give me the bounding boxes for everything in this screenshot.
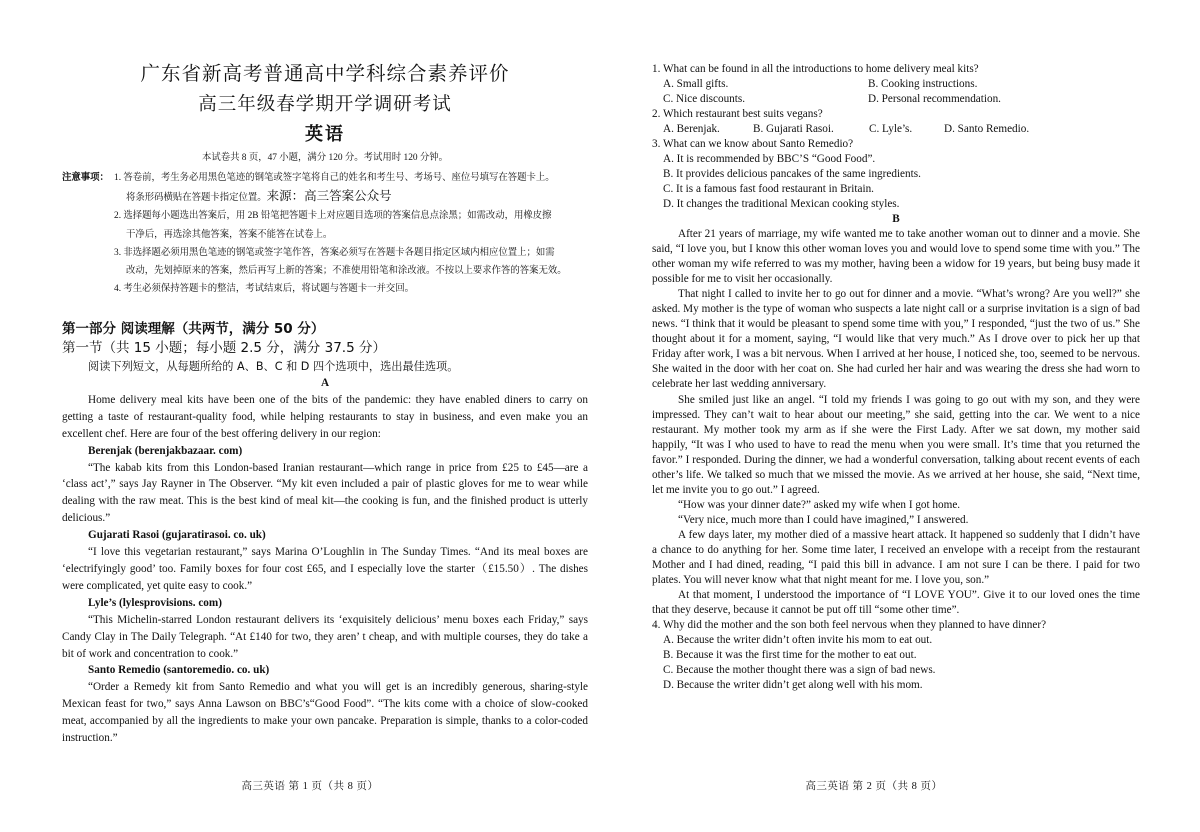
page-2 <box>600 0 1200 832</box>
notes-label: 注意事项： <box>62 173 109 183</box>
story-paragraph: That night I called to invite her to go out for dinner and a movie. “What’s wrong? Are you well?” she asked. My mother is the type of woman who suspects a late night call or a surprise invitation is a sign of bad news. “I think that it would be pleasant to spend some time with you,” I responded, “just the two of us.” She thought about it for a moment, saying, “I would like that very much.” As I drove over to pick her up that Friday after work, I was a bit nervous. When I arrived at her house, I noticed she, too, seemed to be nervous. She waited in the door with her coat on. She had curled her hair and was wearing the dress she had worn to celebrate her last wedding anniversary. <box>652 288 1140 391</box>
option: A. Small gifts. <box>663 78 729 90</box>
option: A. Because the writer didn’t often invite his mom to eat out. <box>663 634 933 647</box>
exam-title-line2: 高三年级春学期开学调研考试 <box>198 95 452 115</box>
restaurant-heading: Berenjak (berenjakbazaar. com) <box>88 444 243 457</box>
story-paragraph: A few days later, my mother died of a massive heart attack. It happened so suddenly that I didn’t have a chance to do anything for her. Some time later, I received an envelope with a receipt from the restaurant Mother and I had dined, reading, “I paid this bill in advance. I am not sure I can be there. I paid for two plates. You will never know what that night meant for me. I love you, son.” <box>652 528 1140 587</box>
option: D. It changes the traditional Mexican cooking styles. <box>663 198 900 210</box>
note-line: 4. 考生必须保持答题卡的整洁，考试结束后，将试题与答题卡一并交回。 <box>114 284 415 295</box>
question-1-options-row <box>652 92 1140 107</box>
exam-title-line1: 广东省新高考普通高中学科综合素养评价 <box>140 64 510 85</box>
note-line-with-source: 将条形码横贴在答题卡指定位置。来源：高三答案公众号 <box>126 189 392 204</box>
note-line: 干净后，再选涂其他答案，答案不能答在试卷上。 <box>126 229 333 240</box>
note-line: 2. 选择题每小题选出答案后，用 2B 铅笔把答题卡上对应题目选项的答案信息点涂黑；如需改动，用橡皮擦 <box>114 211 552 222</box>
note-line: 3. 非选择题必须用黑色笔迹的钢笔或签字笔作答，答案必须写在答题卡各题目指定区域内相应位置上；如需 <box>114 247 555 258</box>
option: B. It provides delicious pancakes of the same ingredients. <box>663 168 921 180</box>
option: D. Santo Remedio. <box>944 123 1030 135</box>
page-footer: 高三英语 第 2 页（共 8 页） <box>805 781 943 792</box>
passage-intro: Home delivery meal kits have been one of the bits of the pandemic: they have enabled diners to carry on getting a taste of restaurant-quality food, while helping restaurants to stay in business, and even make you an excellent chef. Here are four of the best offering delivery in our region: <box>62 393 588 440</box>
option: C. It is a famous fast food restaurant in Britain. <box>663 183 874 195</box>
option: A. Berenjak. <box>663 123 720 135</box>
story-paragraph: “How was your dinner date?” asked my wife when I got home. <box>678 498 961 511</box>
option: B. Gujarati Rasoi. <box>753 123 834 135</box>
option: C. Nice discounts. <box>663 93 746 105</box>
story-paragraph: At that moment, I understood the importance of “I LOVE YOU”. Give it to our loved ones the time that they deserve, because it cannot be put off till “some other time”. <box>652 589 1140 617</box>
exam-meta: 本试卷共 8 页，47 小题，满分 120 分。考试用时 120 分钟。 <box>201 153 449 163</box>
page-footer: 高三英语 第 1 页（共 8 页） <box>241 781 379 792</box>
restaurant-review: “I love this vegetarian restaurant,” says Marina O’Loughlin in The Sunday Times. “And its meal boxes are ‘electrifyingly good’ too. Family boxes for four cost £65, and I especially love the starter（£15.50）. The dishes were complicated, yet quite easy to cook.” <box>62 546 588 592</box>
note-line: 1. 答卷前，考生务必用黑色笔迹的钢笔或签字笔将自己的姓名和考生号、考场号、座位号填写在答题卡上。 <box>114 173 555 183</box>
option: D. Because the writer didn’t get along well with his mom. <box>663 679 923 692</box>
question-1: 1. What can be found in all the introductions to home delivery meal kits? <box>652 63 979 75</box>
restaurant-heading: Lyle’s (lylesprovisions. com) <box>88 596 222 609</box>
restaurant-heading: Gujarati Rasoi (gujaratirasoi. co. uk) <box>88 529 266 542</box>
restaurant-review: “This Michelin-starred London restaurant delivers its ‘exquisitely delicious’ menu boxes each Friday,” says Candy Clay in The Daily Telegraph. “At £140 for two, they aren’ t cheap, and with multiple courses, they do take a bit of work and concentration to cook.” <box>62 613 588 660</box>
subject-title: 英语 <box>305 124 345 144</box>
passage-letter: A <box>320 377 330 390</box>
option: B. Because it was the first time for the mother to eat out. <box>663 649 917 662</box>
story-paragraph: “Very nice, much more than I could have imagined,” I answered. <box>678 513 969 526</box>
restaurant-review: “Order a Remedy kit from Santo Remedio and what you will get is an incredibly generous, sharing-style Mexican feast for two,” says Anna Lawson on BBC’s“Good Food”. “The kits come with a choice of slow-cooked meat, accompanied by all the ingredients to make your own pancake. Preparation is simple, thanks to a color-coded instruction.” <box>62 681 588 745</box>
option: C. Lyle’s. <box>869 123 913 135</box>
story-paragraph: After 21 years of marriage, my wife wanted me to take another woman out to dinner and a movie. She said, “I love you, but I know this other woman loves you and would love to spend some time with you.” The other woman my wife referred to was my mother, having been a widow for 19 years, but being busy made it possible for me to visit her occasionally. <box>652 228 1140 286</box>
question-2: 2. Which restaurant best suits vegans? <box>652 108 823 120</box>
question-1-options-row <box>652 77 1140 92</box>
passage-letter: B <box>892 213 900 225</box>
source-watermark: 来源：高三答案公众号 <box>266 189 392 204</box>
question-3: 3. What can we know about Santo Remedio? <box>652 138 854 150</box>
question-4: 4. Why did the mother and the son both feel nervous when they planned to have dinner? <box>652 619 1047 632</box>
note-line: 改动，先划掉原来的答案，然后再写上新的答案；不准使用铅笔和涂改液。不按以上要求作答的答案无效。 <box>126 266 567 277</box>
option: A. It is recommended by BBC’S “Good Food”. <box>663 153 876 165</box>
restaurant-heading: Santo Remedio (santoremedio. co. uk) <box>88 664 270 677</box>
question-2-options-row <box>652 122 1140 137</box>
restaurant-review: “The kabab kits from this London-based Iranian restaurant—which range in price from £25 to £45—are a ‘class act’,” says Jay Rayner in The Observer. “My kit even included a pair of plastic gloves for me to wear while dealing with the raw meat. This is the best kind of meal kit—the cooking is fun, and the finished product is utterly delicious.” <box>62 461 588 525</box>
section-heading: 第一节（共 15 小题；每小题 2.5 分，满分 37.5 分） <box>62 340 386 357</box>
option: B. Cooking instructions. <box>868 78 978 90</box>
exam-notes <box>62 169 588 298</box>
option: D. Personal recommendation. <box>868 93 1001 105</box>
part-heading: 第一部分 阅读理解（共两节，满分 50 分） <box>62 321 325 338</box>
option: C. Because the mother thought there was a sign of bad news. <box>663 664 936 677</box>
instruction: 阅读下列短文，从每题所给的 A、B、C 和 D 四个选项中，选出最佳选项。 <box>88 360 459 374</box>
story-paragraph: She smiled just like an angel. “I told my friends I was going to go out with my son, and they were impressed. They can’t wait to hear about our meeting,” she said, getting into the car. We went to a nice restaurant. My mother took my arm as if she were the First Lady. After we sat down, my mother said happily, “It was I who used to have to read the menu when you were small. It’s time that you returned the favor.” I responded. During the dinner, we had a wonderful conversation, talking about recent events of each other’s life. We talked so much that we missed the movie. As we arrived at her house, she said, “Next time, let me invite you to go out.” I agreed. <box>652 393 1140 496</box>
